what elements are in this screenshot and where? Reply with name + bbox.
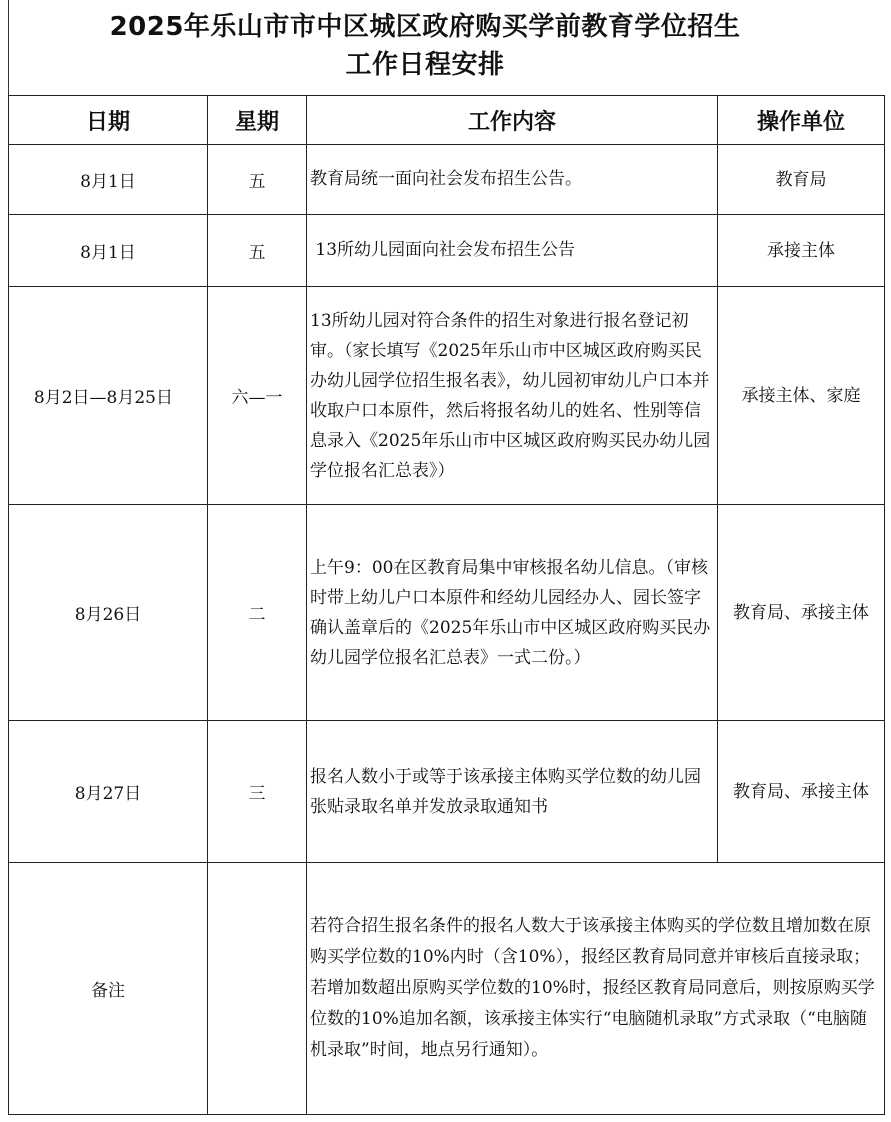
table-row [9,145,885,215]
row-date: 8月1日 [9,145,208,215]
row-date: 8月27日 [9,721,208,863]
row-content: 上午9：00在区教育局集中审核报名幼儿信息。（审核时带上幼儿户口本原件和经幼儿园经办人、园长签字确认盖章后的《2025年乐山市中区城区政府购买民办幼儿园学位报名汇总表》一式二份。） [307,505,718,721]
row-content: 13所幼儿园对符合条件的招生对象进行报名登记初审。（家长填写《2025年乐山市中区城区政府购买民办幼儿园学位招生报名表》，幼儿园初审幼儿户口本并收取户口本原件，然后将报名幼儿的姓名、性别等信息录入《2025年乐山市中区城区政府购买民办幼儿园学位报名汇总表》） [307,287,718,505]
row-unit: 教育局 [718,145,885,215]
remark-empty-cell [208,863,307,1115]
row-date: 8月1日 [9,215,208,287]
row-date: 8月26日 [9,505,208,721]
row-weekday: 二 [208,505,307,721]
title-line-1: 2025年乐山市市中区城区政府购买学前教育学位招生 [109,12,741,42]
row-unit: 教育局、承接主体 [718,721,885,863]
header-content: 工作内容 [307,96,718,145]
remark-row [9,863,885,1115]
table-row [9,287,885,505]
row-content: 教育局统一面向社会发布招生公告。 [307,145,718,215]
table-row [9,721,885,863]
header-weekday: 星期 [208,96,307,145]
row-date-text: 8月2日—8月25日 [33,388,173,408]
row-unit: 教育局、承接主体 [718,505,885,721]
row-weekday: 六—一 [208,287,307,505]
header-row [9,96,885,145]
row-date [9,287,208,505]
title-line-2: 工作日程安排 [345,50,505,80]
header-unit: 操作单位 [718,96,885,145]
table-row [9,505,885,721]
row-weekday: 五 [208,215,307,287]
row-unit: 承接主体、家庭 [718,287,885,505]
table-row [9,215,885,287]
header-date: 日期 [9,96,208,145]
row-unit: 承接主体 [718,215,885,287]
row-weekday: 三 [208,721,307,863]
row-weekday: 五 [208,145,307,215]
remark-content: 若符合招生报名条件的报名人数大于该承接主体购买的学位数且增加数在原购买学位数的10%内时（含10%），报经区教育局同意并审核后直接录取；若增加数超出原购买学位数的10%时，报经区教育局同意后，则按原购买学位数的10%追加名额，该承接主体实行“电脑随机录取”方式录取（“电脑随机录取”时间，地点另行通知）。 [307,863,885,1115]
row-content: 13所幼儿园面向社会发布招生公告 [307,215,718,287]
schedule-table [8,95,885,1115]
document-title [0,8,850,84]
row-content: 报名人数小于或等于该承接主体购买学位数的幼儿园张贴录取名单并发放录取通知书 [307,721,718,863]
remark-label: 备注 [9,863,208,1115]
